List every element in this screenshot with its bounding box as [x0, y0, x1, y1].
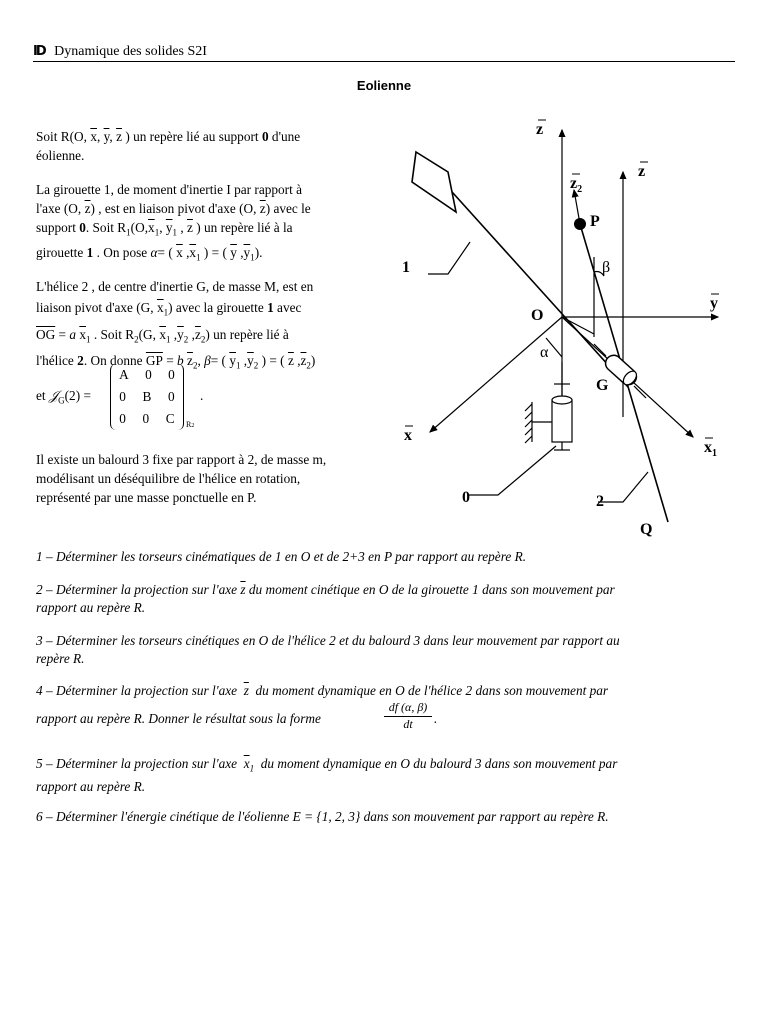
- girouette-vane: [412, 152, 456, 212]
- support-body: [552, 400, 572, 442]
- question-4: 4 – Déterminer la projection sur l'axe $\overline{z}$ du moment dynamique en O de l'hélice 2 dans son mouvement par: [36, 683, 609, 698]
- label-O: O: [531, 307, 544, 324]
- leader-0: [468, 446, 556, 495]
- page-header: [33, 44, 207, 60]
- matrix-row-2: 0 B 0: [119, 389, 175, 404]
- question-5: 5 – Déterminer la projection sur l'axe $\overline{x}_1$ du moment dynamique en O du balourd 3 dans son mouvement par rapport au repère R.: [36, 756, 618, 794]
- matrix-row-3: 0 0 C: [119, 411, 175, 426]
- question-4-line2: rapport au repère R. Donner le résultat sous la forme: [36, 711, 321, 726]
- support-top: [552, 396, 572, 404]
- label-z2: $z_2$: [570, 175, 583, 195]
- fraction-df-dt: $\frac{df (\alpha, \beta)}{dt}$: [384, 700, 432, 732]
- label-0: 0: [462, 489, 470, 506]
- matrix-basis-subscript: R2: [186, 420, 195, 429]
- matrix-row-1: A 0 0: [119, 367, 175, 382]
- label-Q: Q: [640, 521, 653, 538]
- inertia-matrix-prefix: et 𝒥$_G$(2) =: [36, 388, 91, 406]
- leader-1: [428, 242, 470, 274]
- header-rule: [33, 61, 735, 62]
- question-4-dot: .: [434, 711, 438, 726]
- paragraph-balourd: Il existe un balourd 3 fixe par rapport à 2, de masse m, modélisant un déséquilibre de l'hélice en rotation, représenté par une masse ponctuelle en P.: [36, 452, 327, 505]
- label-alpha: α: [540, 344, 549, 361]
- ground-hatch: [525, 404, 532, 443]
- wind-turbine-diagram: [388, 112, 733, 542]
- question-6: 6 – Déterminer l'énergie cinétique de l'éolienne E = {1, 2, 3} dans son mouvement par rapport au repère R.: [36, 809, 609, 824]
- label-z-right: z: [638, 163, 646, 180]
- leader-2: [598, 472, 648, 502]
- course-name: Dynamique des solides S2I: [54, 44, 207, 59]
- paragraph-reference-frame: Soit R(O, $\overline{x}$, $\overline{y}$, $\overline{z}$ ) un repère lié au support 0 d'une éolienne.: [36, 129, 301, 163]
- label-y: y: [710, 295, 718, 312]
- page-title: Eolienne: [356, 78, 412, 93]
- paragraph-helice: L'hélice 2 , de centre d'inertie G, de masse M, est en liaison pivot d'axe (G, $\overline{x}_1$) avec la girouette 1 avec $\overline{OG} = a$ $\overline{x}_1$ . Soit $R_2(G$, $\overline{x}_1$ $,\overline{y}_2$ $,\overline{z}_2$) un repère lié à l'hélice 2. On donne $\overline{GP} = b$ $\overline{z}_2$, β= ( $\overline{y}_1$ $,\overline{y}_2$ ) = ( $\overline{z}$ $,\overline{z}_2$): [36, 279, 316, 371]
- paragraph-girouette: La girouette 1, de moment d'inertie I par rapport à l'axe (O, $\overline{z}$) , est en liaison pivot d'axe (O, $\overline{z}$) avec le support 0. Soit $R_1(O,\overline{x}_1$, $\overline{y}_1$ , $\overline{z}$ ) un repère lié à la girouette 1 . On pose α= ( $\overline{x}$ $,\overline{x}_1$ ) = ( $\overline{y}$ $,\overline{y}_1$).: [36, 182, 311, 263]
- label-P: P: [590, 213, 600, 230]
- label-G: G: [596, 377, 609, 394]
- id-logo: ID: [33, 44, 45, 59]
- matrix-dot: .: [200, 388, 204, 403]
- label-2: 2: [596, 493, 604, 510]
- label-z: z: [536, 121, 544, 138]
- question-1: 1 – Déterminer les torseurs cinématiques de 1 en O et de 2+3 en P par rapport au repère R.: [36, 549, 527, 564]
- question-3: 3 – Déterminer les torseurs cinétiques en O de l'hélice 2 et du balourd 3 dans leur mouvement par rapport au repère R.: [36, 633, 620, 666]
- point-P: [574, 218, 586, 230]
- label-1: 1: [402, 259, 410, 276]
- inertia-matrix: [110, 364, 184, 430]
- axis-x: [430, 317, 562, 432]
- question-2: 2 – Déterminer la projection sur l'axe $\overline{z}$ du moment cinétique en O de la girouette 1 dans son mouvement par rapport au repère R.: [36, 582, 615, 615]
- alpha-arc: [546, 338, 562, 357]
- label-x: x: [404, 427, 412, 444]
- label-beta: β: [602, 259, 611, 276]
- label-x1: $x_1$: [704, 439, 717, 459]
- pivot-mark-1: [594, 344, 606, 356]
